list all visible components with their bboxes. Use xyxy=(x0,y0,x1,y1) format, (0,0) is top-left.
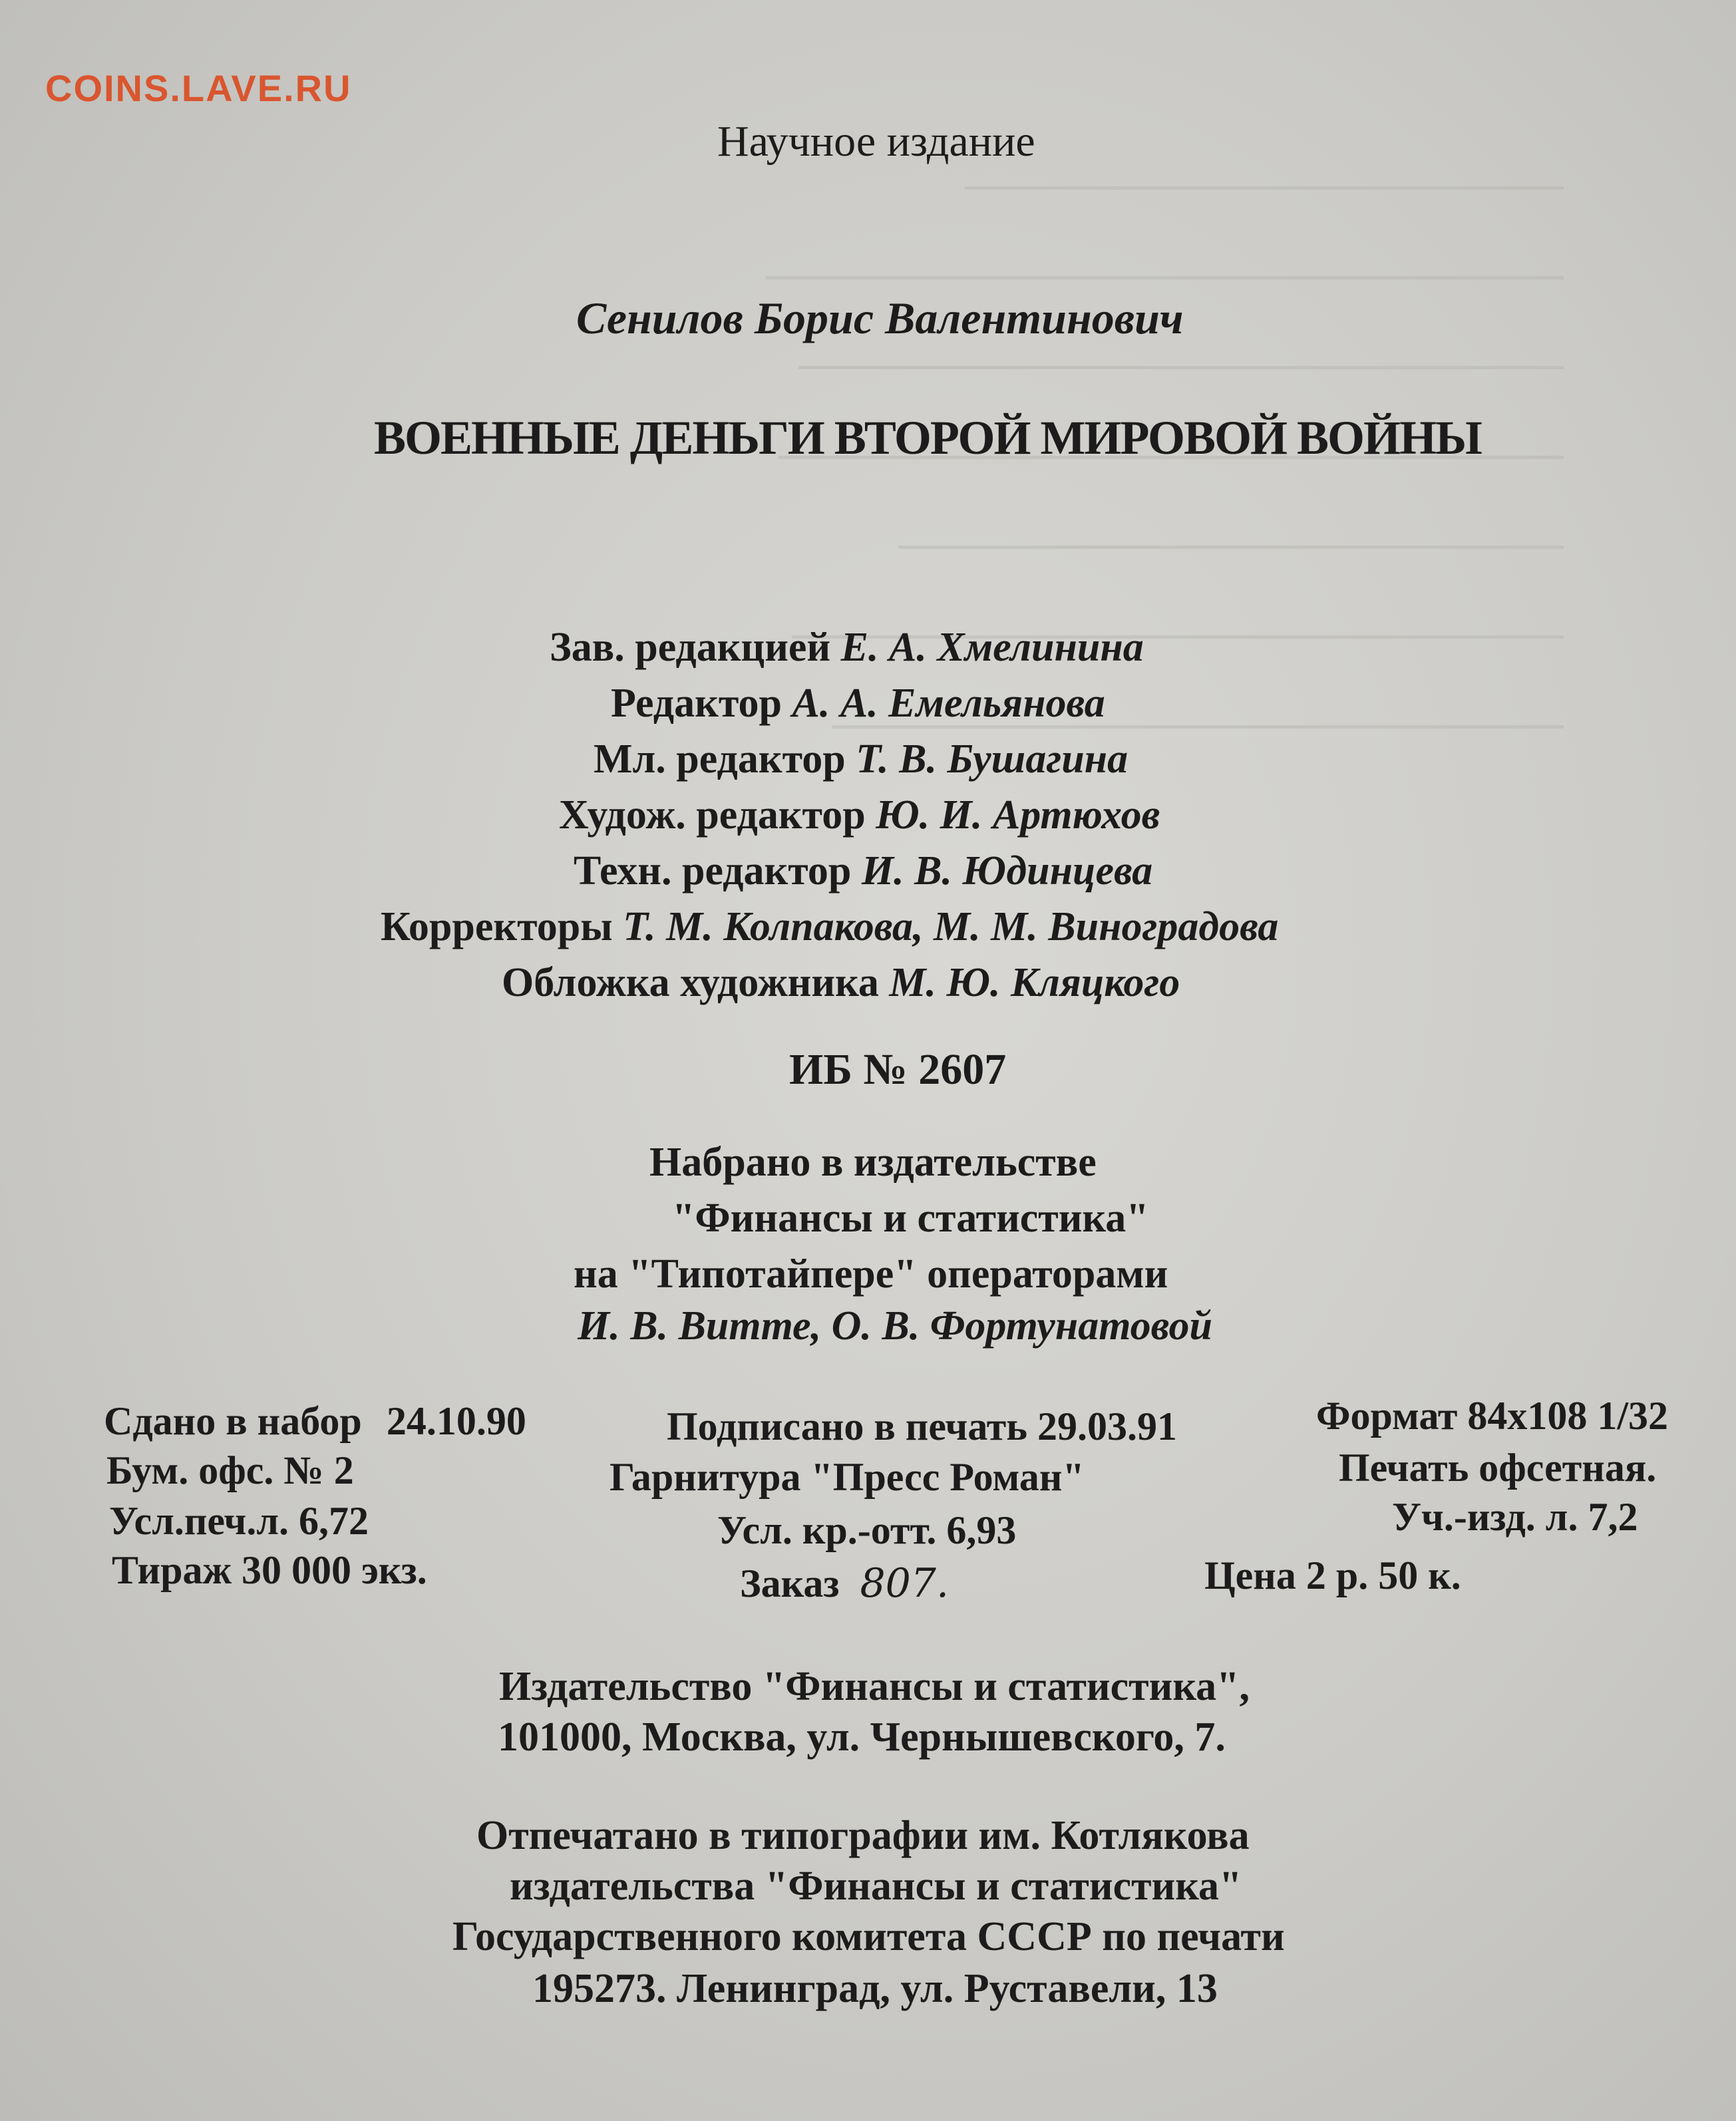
credit-name: Т. В. Бушагина xyxy=(856,736,1128,782)
spec-typeface: Гарнитура "Пресс Роман" xyxy=(609,1455,1085,1499)
credit-name: М. Ю. Кляцкого xyxy=(889,960,1180,1005)
credit-role: Редактор xyxy=(611,681,782,726)
credit-role: Мл. редактор xyxy=(594,736,846,782)
credit-line xyxy=(574,850,1152,892)
credit-name: И. В. Юдинцева xyxy=(861,848,1153,894)
spec-signed: Подписано в печать 29.03.91 xyxy=(667,1404,1177,1448)
printer-line: издательства "Финансы и статистика" xyxy=(510,1864,1242,1909)
spec-color-prints: Усл. кр.-отт. 6,93 xyxy=(717,1508,1017,1552)
credit-role: Худож. редактор xyxy=(559,792,866,838)
publisher-name: Издательство "Финансы и статистика", xyxy=(499,1664,1250,1709)
credit-name: Т. М. Колпакова, М. М. Виноградова xyxy=(623,904,1279,949)
typeset-line: "Финансы и статистика" xyxy=(672,1196,1149,1241)
spec-submitted xyxy=(104,1401,526,1441)
credit-role: Обложка художника xyxy=(502,960,879,1005)
spec-printing: Печать офсетная. xyxy=(1339,1446,1657,1490)
credit-name: А. А. Емельянова xyxy=(792,681,1105,726)
printer-line: Отпечатано в типографии им. Котлякова xyxy=(476,1813,1250,1858)
credit-line xyxy=(381,906,1278,947)
ib-number: ИБ № 2607 xyxy=(789,1045,1007,1094)
credit-line xyxy=(611,683,1105,724)
author-name: Сенилов Борис Валентинович xyxy=(576,293,1184,343)
credit-line xyxy=(594,738,1128,780)
spec-print-run: Тираж 30 000 экз. xyxy=(112,1548,427,1592)
spec-order-label: Заказ xyxy=(740,1561,840,1605)
site-watermark: COINS.LAVE.RU xyxy=(45,67,352,109)
spec-paper: Бум. офс. № 2 xyxy=(106,1448,354,1492)
spec-print-sheets: Усл.печ.л. 6,72 xyxy=(109,1499,369,1543)
publisher-address: 101000, Москва, ул. Чернышевского, 7. xyxy=(498,1714,1226,1760)
typeset-line: Набрано в издательстве xyxy=(649,1140,1097,1185)
credit-role: Зав. редакцией xyxy=(550,625,831,670)
spec-order-number: 807. xyxy=(860,1560,950,1607)
typeset-operators: И. В. Витте, О. В. Фортунатовой xyxy=(578,1303,1212,1349)
credit-line xyxy=(502,962,1180,1003)
spec-submitted-label: Сдано в набор xyxy=(104,1399,362,1443)
publication-type-heading: Научное издание xyxy=(717,117,1035,166)
book-title: ВОЕННЫЕ ДЕНЬГИ ВТОРОЙ МИРОВОЙ ВОЙНЫ xyxy=(374,411,1481,464)
spec-format: Формат 84x108 1/32 xyxy=(1316,1394,1669,1438)
credit-role: Техн. редактор xyxy=(574,848,852,894)
spec-price: Цена 2 р. 50 к. xyxy=(1204,1553,1461,1597)
bleed-through-texture xyxy=(699,160,1564,892)
spec-edition-sheets: Уч.-изд. л. 7,2 xyxy=(1392,1495,1638,1539)
credit-role: Корректоры xyxy=(381,904,613,949)
typeset-line: на "Типотайпере" операторами xyxy=(574,1251,1168,1297)
credit-line xyxy=(559,794,1160,836)
credit-name: Ю. И. Артюхов xyxy=(876,792,1160,838)
printer-line: Государственного комитета СССР по печати xyxy=(452,1914,1285,1959)
spec-order xyxy=(740,1560,950,1607)
spec-submitted-date: 24.10.90 xyxy=(386,1399,526,1443)
credit-line xyxy=(550,627,1144,668)
credit-name: Е. А. Хмелинина xyxy=(840,625,1144,670)
printer-address: 195273. Ленинград, ул. Руставели, 13 xyxy=(532,1966,1218,2011)
